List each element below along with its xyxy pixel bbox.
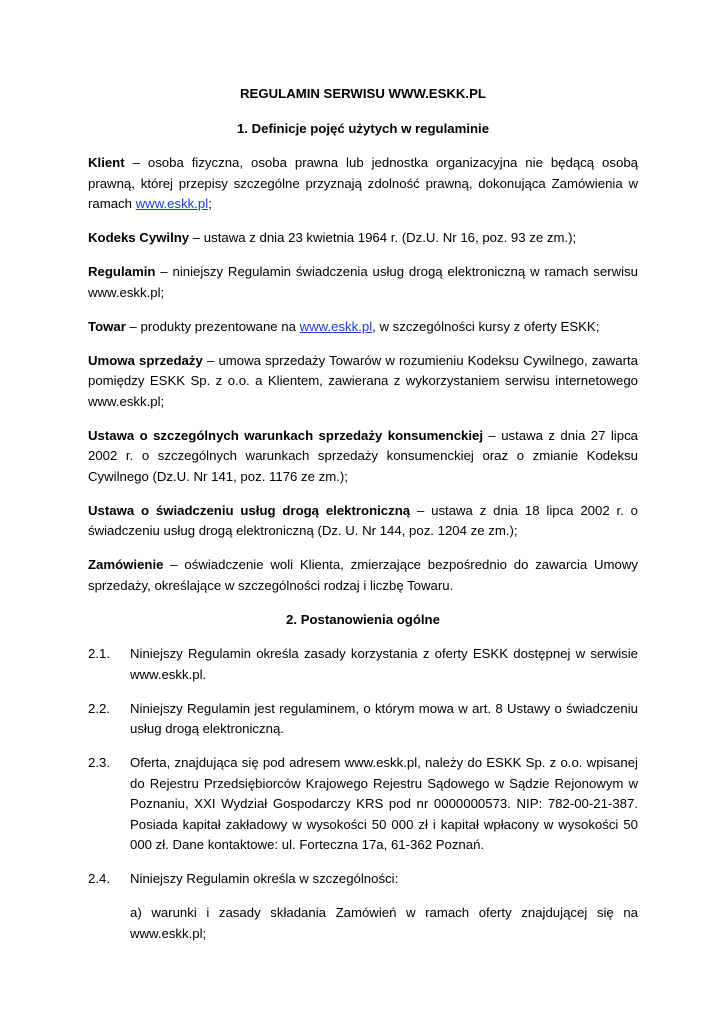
- definition-term: Kodeks Cywilny: [88, 230, 190, 245]
- definition-zamowienie: [88, 555, 638, 596]
- definition-text: – umowa sprzedaży Towarów w rozumieniu Kodeksu Cywilnego, zawarta pomiędzy ESKK Sp. z o.o. a Klientem, zawierana z wykorzystaniem serwisu internetowego www.eskk.pl;: [88, 352, 638, 409]
- definition-ustawa-sprzedaz-konsumencka: [88, 426, 638, 488]
- item-text: Niniejszy Regulamin określa w szczególności:: [130, 871, 399, 886]
- definition-term: Umowa sprzedaży: [88, 352, 203, 368]
- item-number: 2.2.: [88, 700, 110, 716]
- document-title: REGULAMIN SERWISU WWW.ESKK.PL: [240, 86, 486, 101]
- section-1-heading: 1. Definicje pojęć użytych w regulaminie: [236, 120, 490, 136]
- definition-text: – ustawa z dnia 23 kwietnia 1964 r. (Dz.U. Nr 16, poz. 93 ze zm.);: [189, 230, 577, 245]
- definition-umowa-sprzedazy: [88, 351, 638, 413]
- section-2-heading: 2. Postanowienia ogólne: [286, 611, 440, 627]
- item-text: Niniejszy Regulamin jest regulaminem, o którym mowa w art. 8 Ustawy o świadczeniu usług drogą elektroniczną.: [130, 700, 638, 736]
- definition-text: – oświadczenie woli Klienta, zmierzające bezpośrednio do zawarcia Umowy sprzedaży, określające w szczególności rodzaj i liczbę Towaru.: [88, 557, 638, 593]
- item-number: 2.4.: [88, 871, 110, 886]
- definition-term: Ustawa o świadczeniu usług drogą elektroniczną: [88, 502, 411, 518]
- list-item: [88, 699, 638, 740]
- definition-text: – niniejszy Regulamin świadczenia usług drogą elektroniczną w ramach serwisu www.eskk.pl;: [88, 264, 638, 300]
- item-number: 2.3.: [88, 755, 110, 770]
- item-text: Niniejszy Regulamin określa zasady korzystania z oferty ESKK dostępnej w serwisie www.eskk.pl.: [130, 646, 638, 682]
- definition-text: – osoba fizyczna, osoba prawna lub jednostka organizacyjna nie będącą osobą prawną, której przepisy szczególne przyznają zdolność prawną, dokonująca Zamówienia w ramach: [88, 155, 638, 211]
- definition-towar: [88, 317, 638, 338]
- definition-text: – ustawa z dnia 18 lipca 2002 r. o świadczeniu usług drogą elektroniczną (Dz. U. Nr 144, poz. 1204 ze zm.);: [88, 502, 638, 538]
- definition-term: Klient: [88, 155, 125, 170]
- definition-text: – ustawa z dnia 27 lipca 2002 r. o szczególnych warunkach sprzedaży konsumenckiej oraz o zmianie Kodeksu Cywilnego (Dz.U. Nr 141, poz. 1176 ze zm.);: [88, 427, 638, 484]
- definition-kodeks-cywilny: [88, 228, 638, 249]
- item-text: Oferta, znajdująca się pod adresem www.eskk.pl, należy do ESKK Sp. z o.o. wpisanej do Rejestru Przedsiębiorców Krajowego Rejestru Sądowego w Sądzie Rejonowym w Poznaniu, XXI Wydział Gospodarczy KRS pod nr 0000000573. NIP: 782-00-21-387. Posiada kapitał zakładowy w wysokości 50 000 zł i kapitał wpłacony w wysokości 50 000 zł. Dane kontaktowe: ul. Forteczna 17a, 61-362 Poznań.: [130, 755, 638, 852]
- definition-term: Zamówienie: [88, 557, 164, 572]
- definition-klient: [88, 153, 638, 215]
- list-item: [88, 753, 638, 856]
- list-item: [88, 644, 638, 685]
- definition-term: Towar: [88, 318, 126, 334]
- eskk-link[interactable]: www.eskk.pl: [135, 196, 209, 211]
- definition-text-end: , w szczególności kursy z oferty ESKK;: [372, 318, 600, 334]
- item-number: 2.1.: [88, 646, 110, 661]
- definition-text: – produkty prezentowane na: [125, 318, 300, 334]
- definition-term: Ustawa o szczególnych warunkach sprzedaży konsumenckiej: [88, 427, 484, 443]
- definition-ustawa-uslugi-elektroniczne: [88, 501, 638, 542]
- sub-item-a: a) warunki i zasady składania Zamówień w ramach oferty znajdującej się na www.eskk.pl;: [130, 905, 638, 941]
- definition-regulamin: [88, 262, 638, 303]
- definition-text-end: ;: [208, 196, 212, 211]
- list-item: [88, 869, 638, 890]
- definition-term: Regulamin: [88, 264, 156, 279]
- eskk-link[interactable]: www.eskk.pl: [299, 318, 373, 334]
